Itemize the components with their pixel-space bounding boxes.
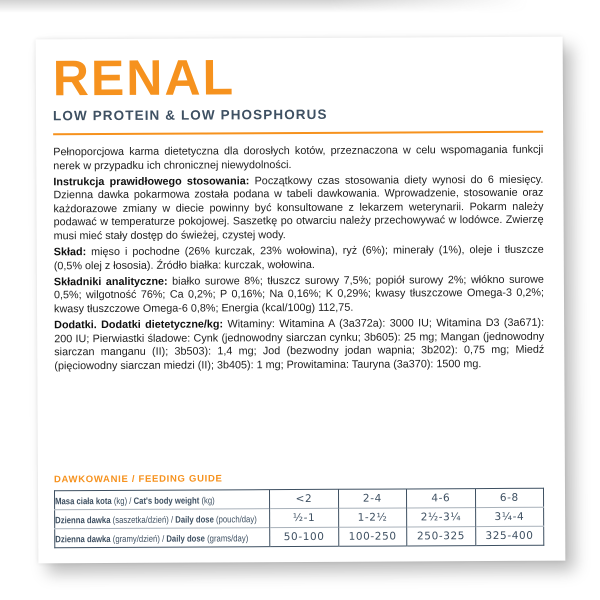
row-label-pl-unit: (kg) / [111, 495, 134, 506]
row-label-en-unit: (pouch/day) [213, 514, 257, 525]
row-label [55, 495, 215, 506]
product-title: RENAL [52, 49, 236, 107]
paragraph-text: Pełnoporcjowa karma dietetyczna dla dorosłych kotów, przeznaczona w celu wspomagania funkcji nerek w przypadku ich chronicznej niewydolności. [53, 143, 544, 172]
value-cell: ½-1 [270, 508, 339, 527]
product-info-card [36, 37, 566, 564]
table-row-daily-dose-pouch [55, 507, 544, 529]
product-subtitle: LOW PROTEIN & LOW PHOSPHORUS [52, 106, 328, 124]
row-label-en: Daily dose [166, 533, 205, 544]
row-label-en: Cat's body weight [133, 495, 200, 506]
row-label-en: Daily dose [175, 514, 214, 525]
paragraph-text: mięso i pochodne (26% kurczak, 23% wołowina), ryż (6%); minerały (1%), oleje i tłuszcze (0,5% olej z łososia). Źródło białka: kurczak, wołowina. [53, 243, 544, 273]
value-cell: 2½-3¼ [407, 508, 476, 527]
value-cell: 250-325 [407, 527, 476, 546]
value-cell: 6-8 [475, 488, 544, 507]
feeding-guide-table [54, 488, 544, 549]
paragraph-analytical-constituents [54, 274, 544, 317]
row-label-cell [55, 509, 270, 529]
value-cell: 3¼-4 [475, 507, 544, 526]
paragraph-description [53, 144, 543, 174]
paragraph-composition [54, 244, 544, 274]
paragraph-text: Witaminy: Witamina A (3a372a): 3000 IU; Witamina D3 (3a671): 200 IU; Pierwiastki śladowe: Cynk (jednowodny siarczan cynku; 3b605): 25 mg; Mangan (jednowodny siarczan manganu (II); 3b503): 1,4 mg; Jod (bezwodny jodan wapnia; 3b202): 0,75 mg; Miedź (pięciowodny siarczan miedzi (II); 3b405): 1 mg; Prowitamina: Tauryna (3a370): 1500 mg. [54, 316, 545, 373]
feeding-guide-section [54, 472, 544, 549]
table-row-daily-dose-grams [55, 526, 544, 548]
feeding-guide-title: DAWKOWANIE / FEEDING GUIDE [53, 473, 223, 486]
row-label-en-unit: (grams/day) [204, 533, 249, 544]
paragraph-lead: Skład: [53, 246, 87, 259]
row-label [55, 514, 257, 525]
value-cell: 1-2½ [338, 508, 407, 527]
description-block [53, 144, 544, 374]
row-label-pl: Dzienna dawka [55, 514, 111, 526]
value-cell: <2 [270, 489, 339, 508]
paragraph-additives [54, 317, 544, 374]
row-label-cell [55, 528, 270, 548]
value-cell: 100-250 [338, 527, 407, 546]
row-label-pl-unit: (gramy/dzień) / [110, 533, 167, 544]
table-row-body-weight [54, 488, 543, 510]
value-cell: 50-100 [270, 527, 339, 546]
paragraph-text: białko surowe 8%; tłuszcz surowy 7,5%; popiół surowy 2%; włókno surowe 0,5%; wilgotność 76%; Ca 0,2%; P 0,16%; Na 0,16%; K 0,29%; kwasy tłuszczowe Omega-3 0,2%; kwasy tłuszczowe Omega-6 0,8%; Energia (kcal/100g) 112,75. [53, 273, 544, 316]
paragraph-lead: Instrukcja prawidłowego stosowania: [53, 174, 250, 188]
row-label [55, 533, 248, 544]
row-label-pl: Masa ciała kota [55, 495, 112, 507]
value-cell: 325-400 [475, 526, 544, 545]
row-label-pl: Dzienna dawka [55, 533, 111, 545]
row-label-en-unit: (kg) [199, 495, 215, 506]
row-label-cell [54, 490, 269, 510]
paragraph-lead: Dodatki. Dodatki dietetyczne/kg: [54, 318, 224, 332]
accent-divider [53, 131, 543, 136]
value-cell: 2-4 [338, 489, 407, 508]
paragraph-lead: Składniki analityczne: [53, 275, 168, 289]
paragraph-text: Początkowy czas stosowania diety wynosi do 6 miesięcy. Dzienna dawka pokarmowa została podana w tabeli dawkowania. Wprowadzenie, stosowanie oraz każdorazowe zmiany w diecie powinny być konsultowane z lekarzem weterynarii. Pokarm należy podawać w temperaturze pokojowej. Saszetkę po otwarciu należy przechowywać w lodówce. Zwierzę musi mieć stały dostęp do świeżej, czystej wody. [53, 173, 544, 243]
paragraph-usage-instructions [53, 173, 543, 244]
page-top-shadow [0, 0, 600, 13]
row-label-pl-unit: (saszetka/dzień) / [110, 514, 176, 525]
value-cell: 4-6 [407, 489, 476, 508]
